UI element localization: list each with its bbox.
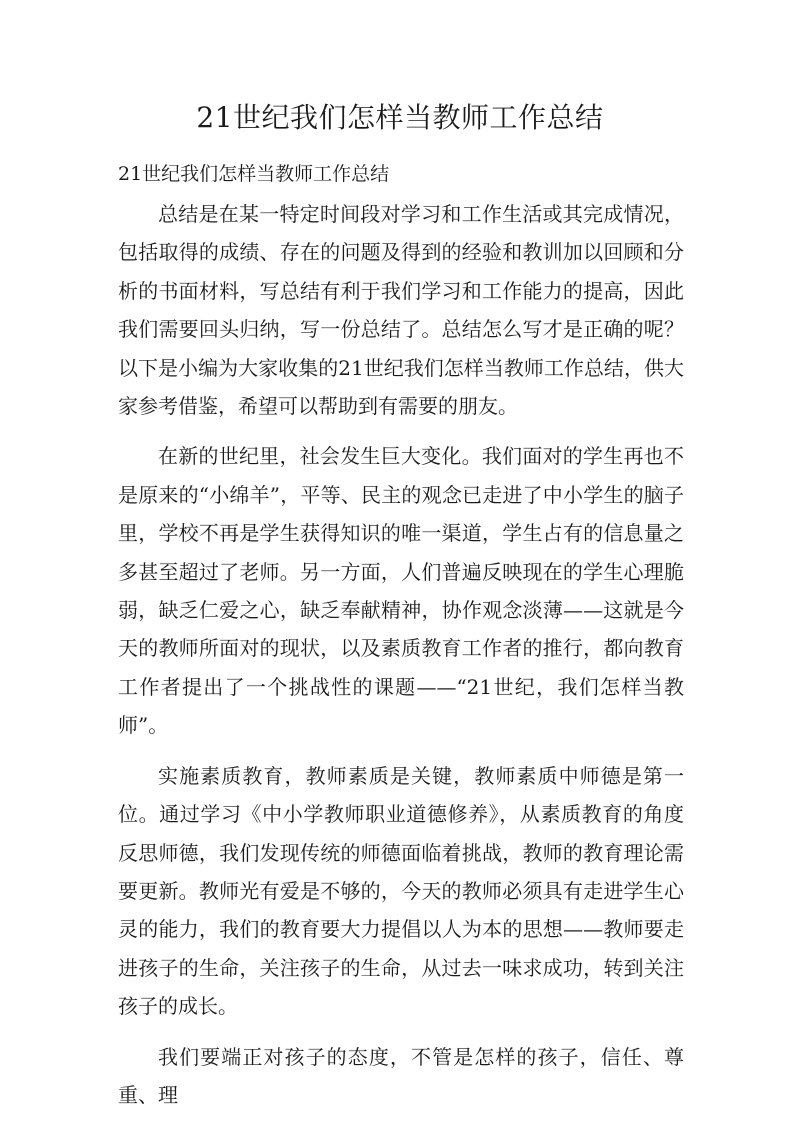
- document-body: [118, 195, 684, 1126]
- paragraph-attitude: 我们要端正对孩子的态度，不管是怎样的孩子，信任、尊重、理: [118, 1044, 684, 1107]
- paragraph-new-century: 在新的世纪里，社会发生巨大变化。我们面对的学生再也不是原来的“小绵羊”，平等、民主的观念已走进了中小学生的脑子里，学校不再是学生获得知识的唯一渠道，学生占有的信息量之多甚至超过了老师。另一方面，人们普遍反映现在的学生心理脆弱，缺乏仁爱之心，缺乏奉献精神，协作观念淡薄——这就是今天的教师所面对的现状，以及素质教育工作者的推行，都向教育工作者提出了一个挑战性的课题——“21世纪，我们怎样当教师”。: [118, 444, 684, 738]
- document-title: 21世纪我们怎样当教师工作总结: [196, 101, 604, 134]
- paragraph-intro: 总结是在某一特定时间段对学习和工作生活或其完成情况，包括取得的成绩、存在的问题及得到的经验和教训加以回顾和分析的书面材料，写总结有利于我们学习和工作能力的提高，因此我们需要回头归纳，写一份总结了。总结怎么写才是正确的呢？以下是小编为大家收集的21世纪我们怎样当教师工作总结，供大家参考借鉴，希望可以帮助到有需要的朋友。: [118, 202, 684, 419]
- document-subtitle: 21世纪我们怎样当教师工作总结: [118, 163, 390, 185]
- paragraph-teacher-ethics: 实施素质教育，教师素质是关键，教师素质中师德是第一位。通过学习《中小学教师职业道德修养》，从素质教育的角度反思师德，我们发现传统的师德面临着挑战，教师的教育理论需要更新。教师光有爱是不够的，今天的教师必须具有走进学生心灵的能力，我们的教育要大力提倡以人为本的思想——教师要走进孩子的生命，关注孩子的生命，从过去一味求成功，转到关注孩子的成长。: [118, 763, 684, 1019]
